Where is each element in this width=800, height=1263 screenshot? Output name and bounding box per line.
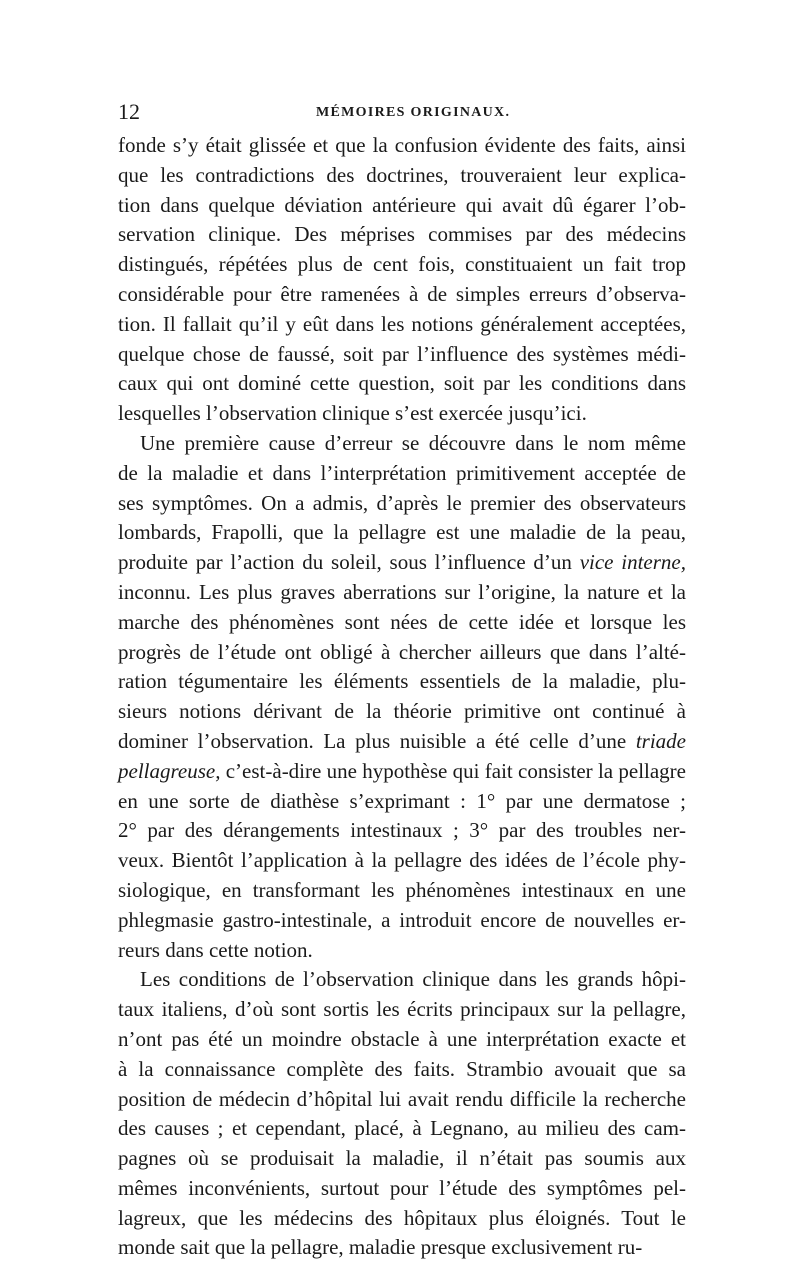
text-line: servation clinique. Des méprises commises par des médecins: [118, 222, 686, 247]
text-line: quelque chose de faussé, soit par l’influence des systèmes médi-: [118, 341, 686, 366]
text-line: à la connaissance complète des faits. Strambio avouait que sa: [118, 1056, 686, 1081]
text-line: Les conditions de l’observation clinique dans les grands hôpi-: [140, 967, 686, 992]
text-line: marche des phénomènes sont nées de cette idée et lorsque les: [118, 609, 686, 634]
text-line: considérable pour être ramenées à de simples erreurs d’observa-: [118, 281, 686, 306]
text-line: 2° par des dérangements intestinaux ; 3° par des troubles ner-: [118, 818, 686, 843]
text-line: monde sait que la pellagre, maladie presque exclusivement ru-: [118, 1235, 643, 1260]
text-run: dominer l’observation. La plus nuisible a été celle d’une: [118, 728, 636, 753]
body-text: [118, 131, 686, 1263]
text-line: de la maladie et dans l’interprétation primitivement acceptée de: [118, 460, 686, 485]
text-run: produite par l’action du soleil, sous l’influence d’un: [118, 550, 580, 575]
text-line: tion. Il fallait qu’il y eût dans les notions généralement acceptées,: [118, 311, 686, 336]
text-line: veux. Bientôt l’application à la pellagre des idées de l’école phy-: [118, 848, 686, 873]
page-number: 12: [118, 99, 140, 124]
italic-run: pellagreuse,: [118, 758, 221, 783]
text-line: lesquelles l’observation clinique s’est exercée jusqu’ici.: [118, 401, 587, 426]
text-line: [118, 548, 686, 578]
text-line: [118, 727, 686, 757]
text-line: phlegmasie gastro-intestinale, a introduit encore de nouvelles er-: [118, 907, 686, 932]
text-line: pagnes où se produisait la maladie, il n’était pas soumis aux: [118, 1146, 686, 1171]
italic-run: vice interne,: [579, 550, 686, 575]
text-line: fonde s’y était glissée et que la confusion évidente des faits, ainsi: [118, 133, 686, 157]
page-header: [118, 97, 686, 127]
text-line: des causes ; et cependant, placé, à Legnano, au milieu des cam-: [118, 1116, 686, 1141]
text-line: inconnu. Les plus graves aberrations sur l’origine, la nature et la: [118, 579, 686, 604]
text-line: ration tégumentaire les éléments essentiels de la maladie, plu-: [118, 669, 686, 694]
text-line: [118, 757, 686, 787]
text-line: siologique, en transformant les phénomènes intestinaux en une: [118, 877, 686, 902]
text-line: reurs dans cette notion.: [118, 937, 313, 962]
text-line: mêmes inconvénients, surtout pour l’étude des symptômes pel-: [118, 1175, 686, 1200]
text-line: lombards, Frapolli, que la pellagre est une maladie de la peau,: [118, 520, 686, 545]
text-line: tion dans quelque déviation antérieure qui avait dû égarer l’ob-: [118, 192, 686, 217]
text-line: sieurs notions dérivant de la théorie primitive ont continué à: [118, 699, 686, 724]
text-line: taux italiens, d’où sont sortis les écrits principaux sur la pellagre,: [118, 997, 686, 1022]
text-line: n’ont pas été un moindre obstacle à une interprétation exacte et: [118, 1026, 686, 1051]
running-title: MÉMOIRES ORIGINAUX.: [316, 105, 511, 120]
text-line: distingués, répétées plus de cent fois, constituaient un fait trop: [118, 252, 686, 277]
text-line: lagreux, que les médecins des hôpitaux plus éloignés. Tout le: [118, 1205, 686, 1230]
text-line: Une première cause d’erreur se découvre dans le nom même: [140, 430, 686, 455]
text-line: position de médecin d’hôpital lui avait rendu difficile la recherche: [118, 1086, 686, 1111]
text-line: en une sorte de diathèse s’exprimant : 1° par une dermatose ;: [118, 788, 686, 813]
text-line: progrès de l’étude ont obligé à chercher ailleurs que dans l’alté-: [118, 639, 686, 664]
text-line: que les contradictions des doctrines, trouveraient leur explica-: [118, 162, 686, 187]
italic-run: triade: [635, 728, 686, 753]
text-line: caux qui ont dominé cette question, soit par les conditions dans: [118, 371, 686, 396]
text-line: ses symptômes. On a admis, d’après le premier des observateurs: [118, 490, 686, 515]
text-run: c’est-à-dire une hypothèse qui fait consister la pellagre: [220, 758, 686, 783]
